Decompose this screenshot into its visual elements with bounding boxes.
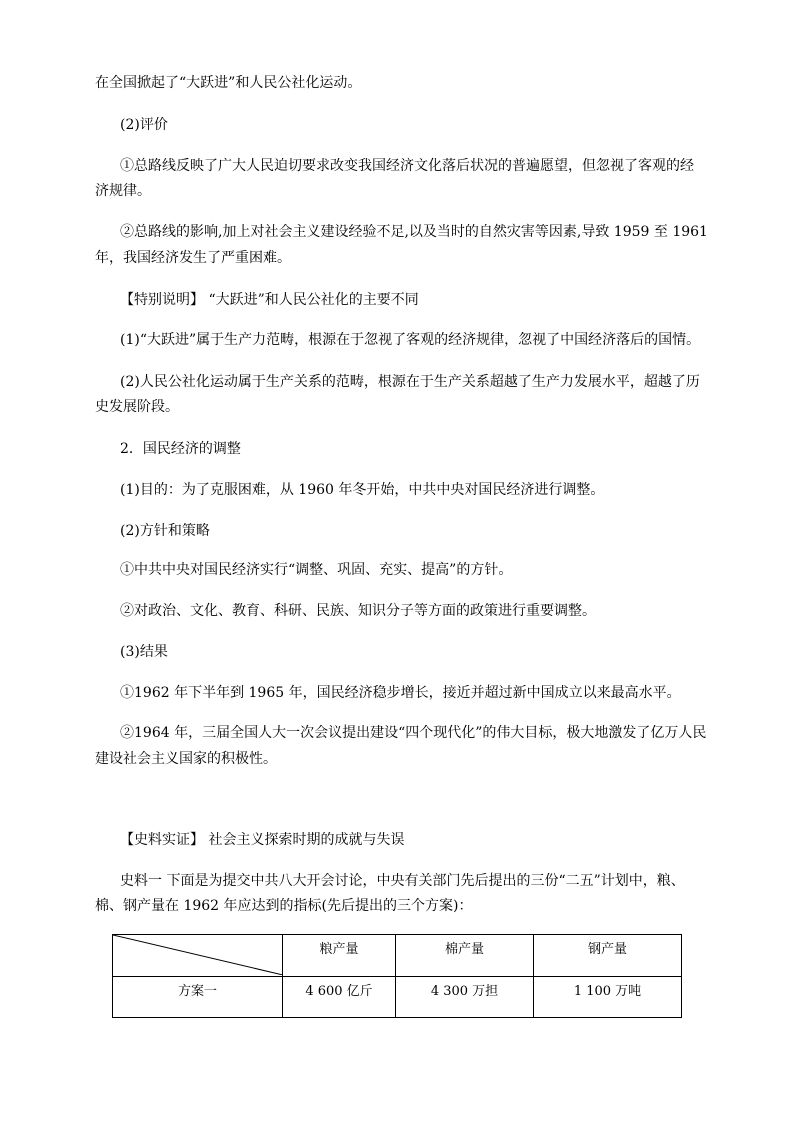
column-header: [283, 935, 396, 977]
table-row: [113, 976, 682, 1018]
section-heading: 2．国民经济的调整: [120, 441, 241, 457]
paragraph-line: ②1964 年，三届全国人大一次会议提出建设“四个现代化”的伟大目标，极大地激发了亿万人民: [120, 725, 707, 741]
table-header-row: [113, 935, 682, 977]
cell-value: 1 100 万吨: [573, 983, 642, 999]
cell-value: 4 600 亿斤: [305, 983, 373, 999]
column-header: [534, 935, 682, 977]
paragraph-line: ①总路线反映了广大人民迫切要求改变我国经济文化落后状况的普遍愿望，但忽视了客观的经: [120, 158, 694, 174]
paragraph-line: (1)目的：为了克服困难，从 1960 年冬开始，中共中央对国民经济进行调整。: [120, 482, 605, 498]
section-heading: (2)方针和策略: [120, 523, 210, 539]
paragraph-line: 棉、钢产量在 1962 年应达到的指标(先后提出的三个方案)：: [95, 898, 473, 914]
paragraph-line: ①1962 年下半年到 1965 年，国民经济稳步增长，接近并超过新中国成立以来最高水平。: [120, 685, 681, 701]
paragraph-line: (2)人民公社化运动属于生产关系的范畴，根源在于生产关系超越了生产力发展水平，超越了历: [120, 374, 700, 390]
paragraph-line: ①中共中央对国民经济实行“调整、巩固、充实、提高”的方针。: [120, 562, 513, 578]
cell-value: 4 300 万担: [430, 983, 499, 999]
table-cell: [396, 976, 534, 1018]
row-label: 方案一: [177, 983, 217, 999]
column-header: [396, 935, 534, 977]
paragraph-line: ②总路线的影响,加上对社会主义建设经验不足,以及当时的自然灾害等因素,导致 1959 至 1961: [120, 224, 708, 240]
section-heading: (3)结果: [120, 644, 168, 660]
column-header-text: 粮产量: [319, 942, 359, 957]
paragraph-line: 史料一 下面是为提交中共八大开会讨论，中央有关部门先后提出的三份“二五”计划中，粮、: [120, 873, 685, 889]
row-label-cell: [113, 976, 283, 1018]
table-cell: [283, 976, 396, 1018]
production-target-table: [112, 934, 682, 1018]
diagonal-header-cell: [113, 935, 283, 977]
section-heading: (2)评价: [120, 117, 168, 133]
special-note-heading: 【特别说明】 “大跃进”和人民公社化的主要不同: [120, 292, 419, 308]
column-header-text: 钢产量: [587, 942, 627, 957]
evidence-heading: 【史料实证】 社会主义探索时期的成就与失误: [120, 832, 405, 848]
table-cell: [534, 976, 682, 1018]
paragraph-line: 在全国掀起了“大跃进”和人民公社化运动。: [95, 75, 362, 91]
paragraph-line: ②对政治、文化、教育、科研、民族、知识分子等方面的政策进行重要调整。: [120, 603, 596, 619]
diagonal-line: [113, 935, 283, 975]
paragraph-line: 建设社会主义国家的积极性。: [95, 751, 277, 767]
column-header-text: 棉产量: [444, 942, 484, 957]
paragraph-line: 年，我国经济发生了严重困难。: [95, 250, 291, 266]
paragraph-line: 史发展阶段。: [95, 399, 179, 415]
paragraph-line: (1)“大跃进”属于生产力范畴，根源在于忽视了客观的经济规律，忽视了中国经济落后的国情。: [120, 332, 701, 348]
paragraph-line: 济规律。: [95, 183, 151, 199]
